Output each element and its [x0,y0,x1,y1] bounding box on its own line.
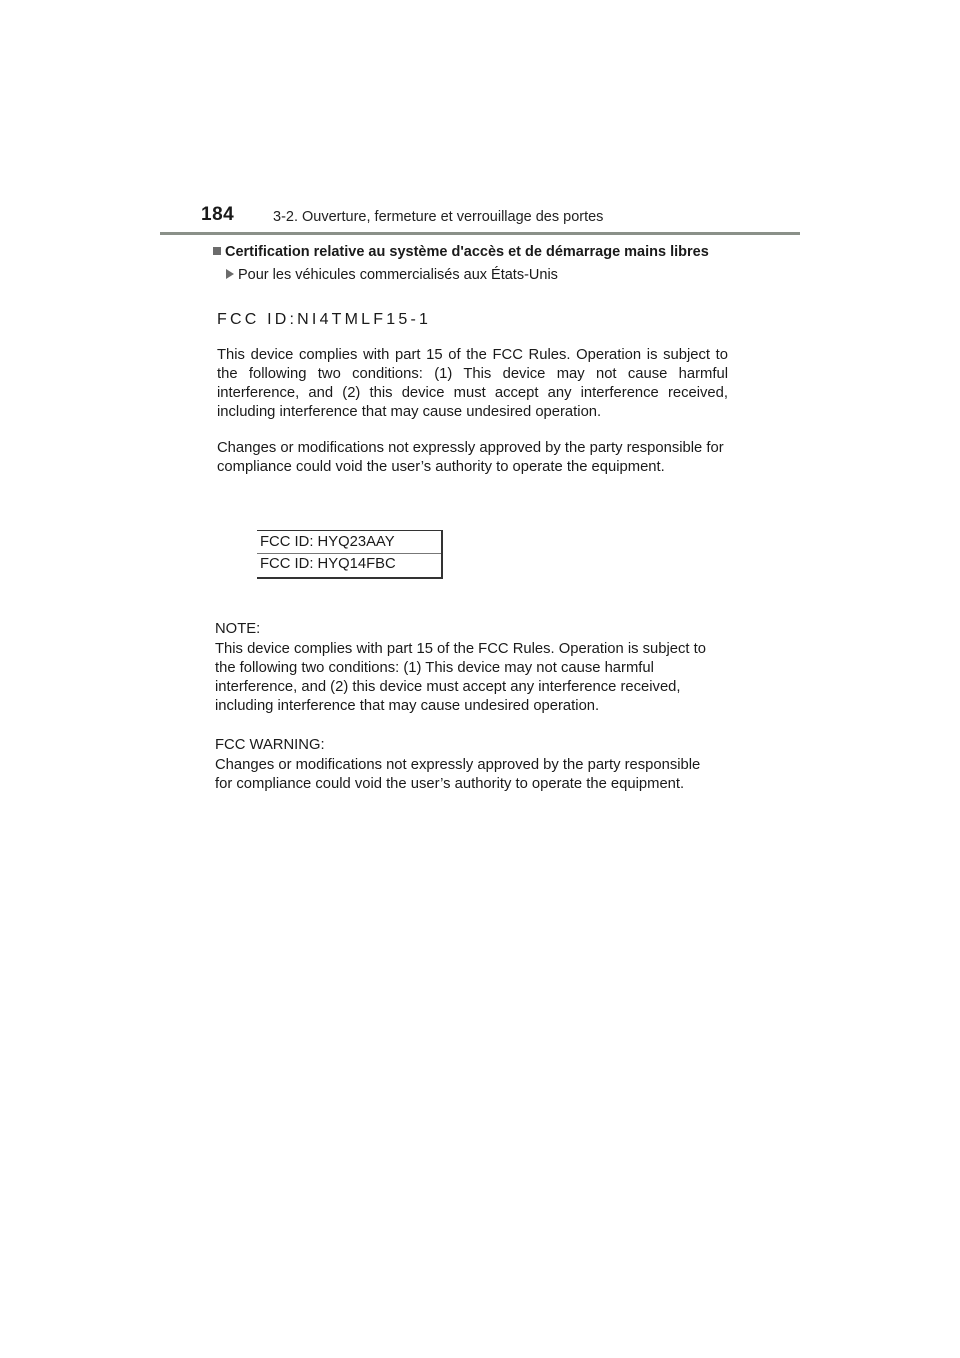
fcc-id-box [257,530,443,579]
compliance-paragraph: This device complies with part 15 of the FCC Rules. Operation is subject to the following two conditions: (1) This device may not cause harmful interference, and (2) this device must accept any interference received, including interference that may cause undesired operation. [217,347,728,420]
changes-paragraph: Changes or modifications not expressly approved by the party responsible for compliance could void the user’s authority to operate the equipment. [217,440,724,475]
page-number: 184 [201,204,235,225]
note-paragraph: This device complies with part 15 of the FCC Rules. Operation is subject to the following two conditions: (1) This device may not cause harmful interference, and (2) this device must accept any interference received, including interference that may cause undesired operation. [215,641,706,714]
square-bullet-icon [213,247,221,255]
section-heading [213,244,709,260]
fcc-id-line-1: FCC ID: HYQ23AAY [260,534,395,550]
fcc-id-label: FCC ID:NI4TMLF15-1 [217,311,432,328]
warning-paragraph: Changes or modifications not expressly approved by the party responsible for compliance could void the user’s authority to operate the equipment. [215,757,701,792]
chapter-title: 3-2. Ouverture, fermeture et verrouillage des portes [273,209,604,225]
note-label: NOTE: [215,621,261,637]
triangle-bullet-icon [226,269,234,279]
sub-heading [226,267,558,283]
warning-label: FCC WARNING: [215,737,325,753]
sub-heading-text: Pour les véhicules commercialisés aux États-Unis [238,267,558,283]
section-heading-text: Certification relative au système d'accès et de démarrage mains libres [225,244,709,260]
fcc-id-line-2: FCC ID: HYQ14FBC [260,556,396,572]
fcc-id-box-divider [257,553,441,554]
header-divider [160,232,800,235]
